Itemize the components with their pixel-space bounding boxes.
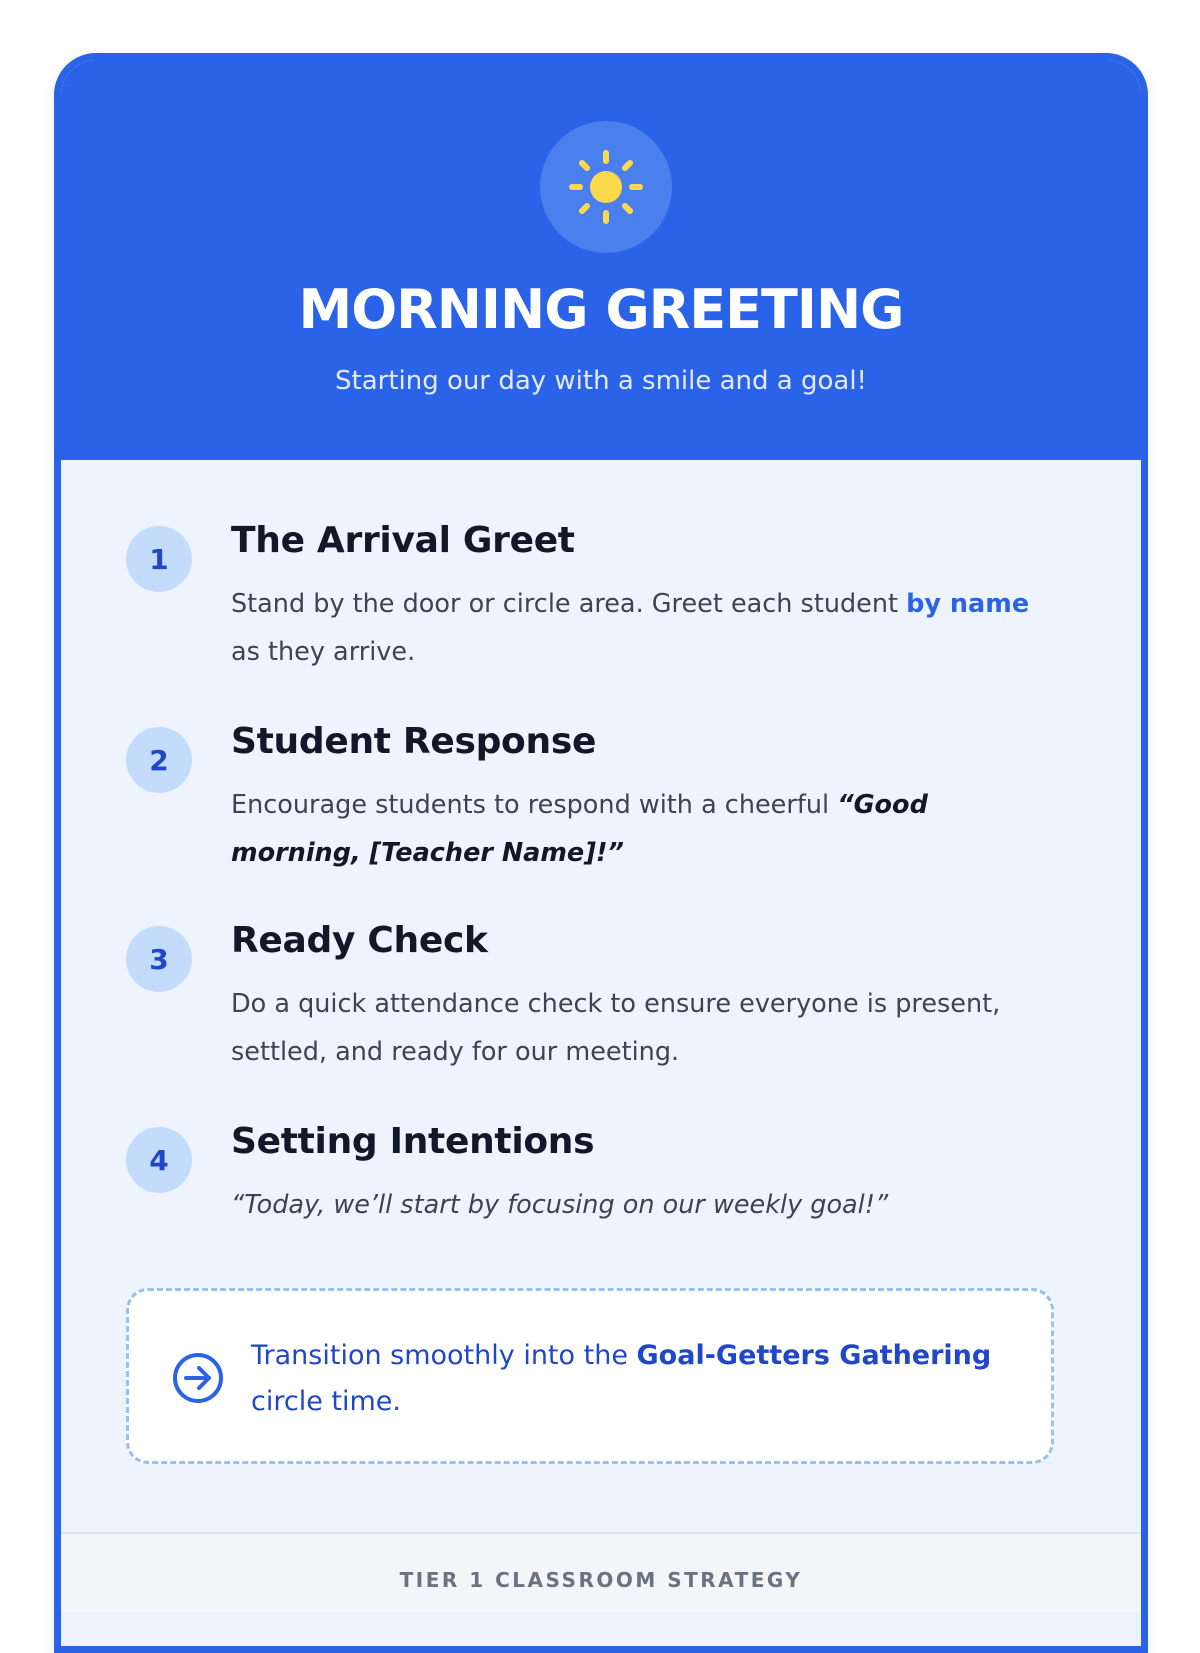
step-number: 3 [126,926,192,992]
transition-callout [126,1288,1054,1464]
step-description: Stand by the door or circle area. Greet each student by name as they arrive. [231,589,1030,667]
sun-badge [540,121,672,253]
step-quote: “Today, we’ll start by focusing on our weekly goal!” [231,1190,889,1220]
page-title: MORNING GREETING [298,278,904,341]
step-number: 2 [126,727,192,793]
step-title: Setting Intentions [231,1121,595,1162]
goal-getters-gathering: Goal-Getters Gathering [636,1340,992,1371]
step-title: The Arrival Greet [231,520,575,561]
morning-greeting-card [54,53,1148,1653]
step-number: 4 [126,1127,192,1193]
greeting-phrase: “Good morning, [Teacher Name]!” [231,790,928,868]
card-header [61,60,1141,460]
strategy-label: TIER 1 CLASSROOM STRATEGY [399,1568,803,1592]
card-footer [61,1532,1141,1612]
step-title: Student Response [231,721,597,762]
step-title: Ready Check [231,920,488,961]
step-description: Do a quick attendance check to ensure everyone is present, settled, and ready for our meeting. [231,989,1001,1067]
highlight-by-name: by name [906,589,1030,619]
transition-text: Transition smoothly into the Goal-Getters Gathering circle time. [251,1340,992,1417]
sun-icon [566,147,646,227]
step-number: 1 [126,526,192,592]
steps-section [61,460,1141,1600]
page-subtitle: Starting our day with a smile and a goal! [335,366,867,396]
step-description: Encourage students to respond with a cheerful “Good morning, [Teacher Name]!” [231,790,928,868]
arrow-right-circle-icon [171,1351,225,1405]
